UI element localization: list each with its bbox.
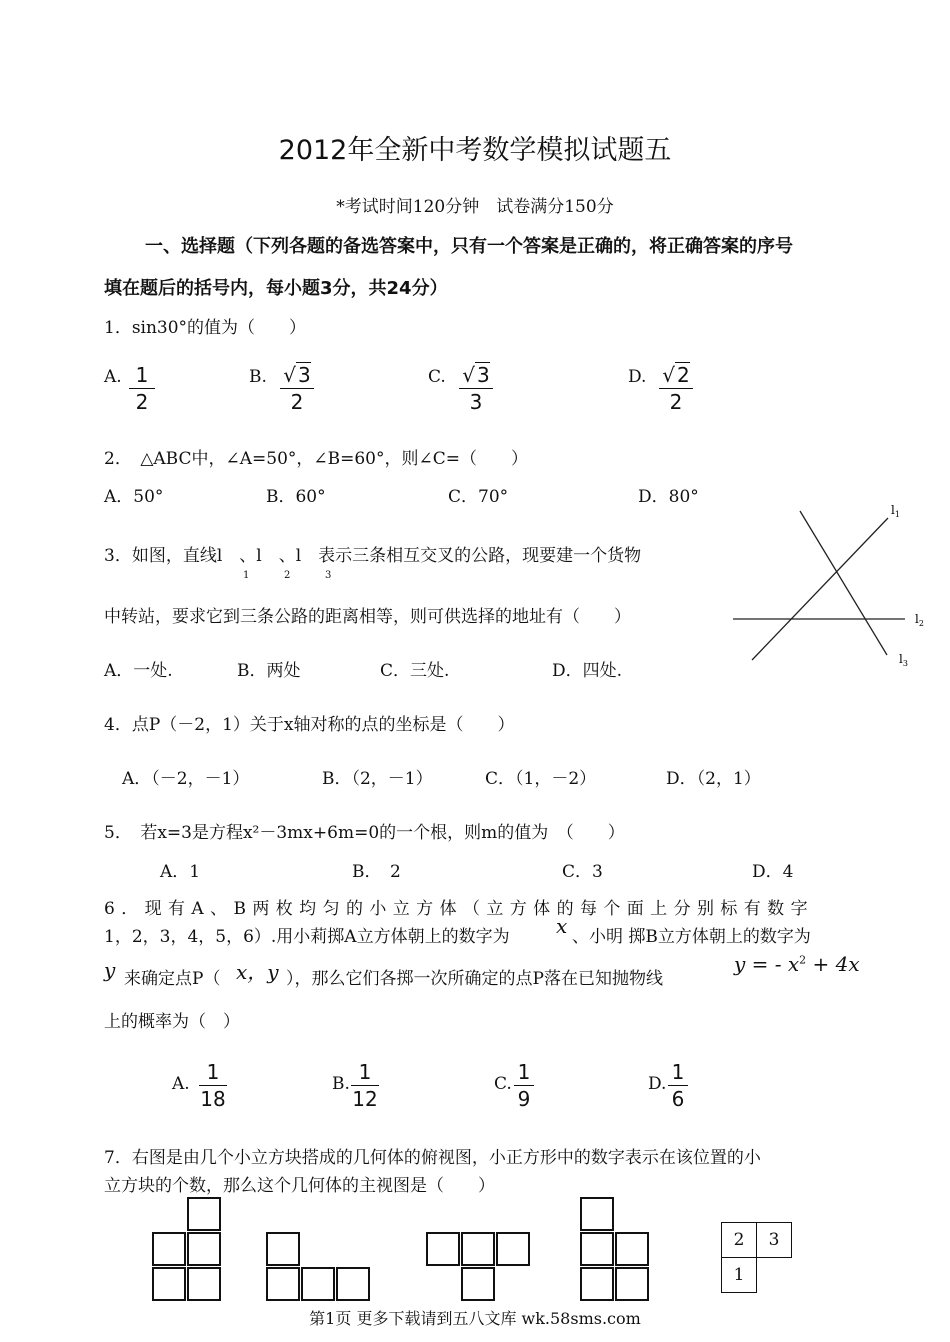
section-heading: 一、选择题（下列各题的备选答案中，只有一个答案是正确的，将正确答案的序号 <box>145 236 793 257</box>
denominator: 6 <box>671 1087 685 1111</box>
q2-option-d: D．80° <box>638 487 699 507</box>
question-6-line4: 上的概率为（ ） <box>104 1012 240 1032</box>
q3-option-c: C．三处. <box>380 661 450 681</box>
q3-option-b: B．两处 <box>237 661 301 681</box>
q1-option-a-label: A. <box>104 367 122 387</box>
grid-cell: 2 <box>721 1222 757 1258</box>
point-xy: x，y <box>236 960 279 984</box>
q3-option-a: A．一处. <box>104 661 173 681</box>
q1-option-b-label: B. <box>249 367 267 387</box>
q6-option-b-label: B. <box>332 1074 350 1094</box>
numerator: 1 <box>517 1060 531 1084</box>
var-x: x <box>556 914 568 938</box>
numerator: 1 <box>358 1060 372 1084</box>
question-5: 5． 若x=3是方程x²－3mx+6m=0的一个根，则m的值为 （ ） <box>104 823 625 843</box>
numerator: 1 <box>671 1060 685 1084</box>
q6-option-a-label: A. <box>172 1074 190 1094</box>
subscript-3: 3 <box>325 570 332 581</box>
line-l1 <box>752 518 888 660</box>
subscript-2: 2 <box>284 570 291 581</box>
question-6: 6．现有A、B两枚均匀的小立方体（立方体的每个面上分别标有数字 <box>104 899 814 919</box>
q1-option-c-label: C. <box>428 367 446 387</box>
q2-option-a: A．50° <box>104 487 164 507</box>
q2-option-b: B．60° <box>266 487 326 507</box>
q1-option-d-fraction <box>658 362 694 415</box>
question-6-line2b: 、小明 掷B立方体朝上的数字为 <box>572 927 811 947</box>
label-l1: $l_1$ <box>891 503 900 519</box>
numerator: 1 <box>206 1060 220 1084</box>
grid-cell: 3 <box>756 1222 792 1258</box>
q1-option-d-label: D. <box>628 367 647 387</box>
section-heading-cont: 填在题后的括号内，每小题3分，共24分） <box>104 278 448 299</box>
q1-option-c-fraction <box>458 362 494 415</box>
question-6-line3b: ），那么它们各掷一次所确定的点P落在已知抛物线 <box>286 969 663 989</box>
numerator: 3 <box>298 363 311 387</box>
q4-option-a: A．（－2，－1） <box>122 769 250 789</box>
q3-option-d: D．四处. <box>552 661 623 681</box>
sqrt-sign: √ <box>462 363 475 387</box>
page-footer: 第1页 更多下载请到五八文库 wk.58sms.com <box>309 1309 641 1328</box>
var-y: y <box>104 958 116 982</box>
subscript-1: 1 <box>243 570 250 581</box>
question-7-cont: 立方块的个数，那么这个几何体的主视图是（ ） <box>104 1176 495 1196</box>
numerator: 3 <box>477 363 490 387</box>
grid-cell: 1 <box>721 1257 757 1293</box>
label-l3: $l_3$ <box>899 652 908 668</box>
sqrt-sign: √ <box>283 363 296 387</box>
three-roads-figure <box>725 500 940 675</box>
numerator: 1 <box>135 363 149 387</box>
question-4: 4．点P（－2，1）关于x轴对称的点的坐标是（ ） <box>104 715 515 735</box>
q1-option-b-fraction <box>279 362 315 415</box>
denominator: 9 <box>517 1087 531 1111</box>
q6-option-a-fraction <box>198 1059 228 1112</box>
denominator: 2 <box>135 390 149 414</box>
denominator: 12 <box>352 1087 378 1111</box>
label-l2: $l_2$ <box>915 612 924 628</box>
q5-option-a: A．1 <box>160 862 201 882</box>
sqrt-sign: √ <box>662 363 675 387</box>
exam-info: *考试时间120分钟 试卷满分150分 <box>336 197 614 217</box>
question-3: 3．如图，直线l 、l 、l 表示三条相互交叉的公路，现要建一个货物 <box>104 546 642 566</box>
question-7: 7．右图是由几个小立方块搭成的几何体的俯视图，小正方形中的数字表示在该位置的小 <box>104 1148 761 1168</box>
q4-option-c: C．（1，－2） <box>485 769 597 789</box>
denominator: 2 <box>669 390 683 414</box>
q2-option-c: C．70° <box>448 487 509 507</box>
question-3-cont: 中转站，要求它到三条公路的距离相等，则可供选择的地址有（ ） <box>104 607 631 627</box>
q6-option-c-fraction <box>513 1059 535 1112</box>
question-6-line3a: 来确定点P（ <box>124 969 221 989</box>
page-title: 2012年全新中考数学模拟试题五 <box>278 135 672 166</box>
denominator: 18 <box>200 1087 226 1111</box>
q5-option-b: B． 2 <box>352 862 401 882</box>
question-6-line2a: 1，2，3，4，5，6）.用小莉掷A立方体朝上的数字为 <box>104 927 510 947</box>
q6-option-d-label: D. <box>648 1074 667 1094</box>
q1-option-a-fraction <box>128 362 156 415</box>
denominator: 3 <box>469 390 483 414</box>
q6-option-c-label: C. <box>494 1074 512 1094</box>
q6-option-d-fraction <box>667 1059 689 1112</box>
question-1: 1．sin30°的值为（ ） <box>104 318 307 338</box>
q5-option-d: D．4 <box>752 862 794 882</box>
denominator: 2 <box>290 390 304 414</box>
q4-option-b: B．（2，－1） <box>322 769 433 789</box>
q5-option-c: C．3 <box>562 862 603 882</box>
q6-option-b-fraction <box>350 1059 380 1112</box>
question-2: 2． △ABC中，∠A=50°，∠B=60°，则∠C=（ ） <box>104 449 528 469</box>
numerator: 2 <box>677 363 690 387</box>
parabola-equation: y = - $x^2 + 4x$ <box>734 952 860 976</box>
q4-option-d: D．（2，1） <box>666 769 761 789</box>
